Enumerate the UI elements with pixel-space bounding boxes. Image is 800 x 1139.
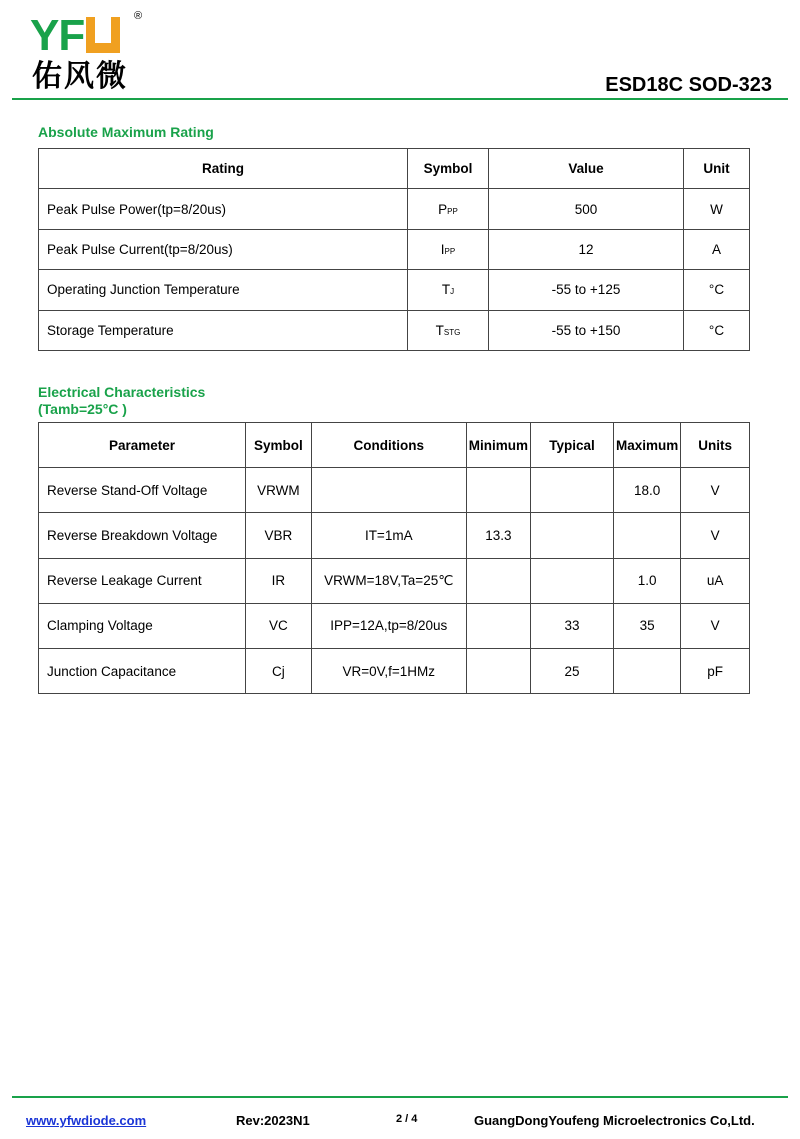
typical-cell: 33	[531, 603, 614, 648]
elec-title: Electrical Characteristics	[38, 384, 206, 400]
table-row	[39, 468, 750, 513]
minimum-cell	[466, 468, 530, 513]
maximum-cell: 35	[614, 603, 681, 648]
website-link[interactable]: www.yfwdiode.com	[26, 1113, 147, 1128]
table-row	[39, 603, 750, 648]
symbol-cell: IPP	[408, 229, 489, 269]
minimum-cell	[466, 648, 530, 693]
value-cell: -55 to +150	[489, 310, 684, 350]
col-header-typical: Typical	[531, 423, 614, 468]
typical-cell	[531, 513, 614, 558]
col-header-rating: Rating	[39, 149, 408, 189]
company-logo	[30, 10, 150, 98]
abs-max-table	[38, 148, 750, 351]
typical-cell: 25	[531, 648, 614, 693]
conditions-cell: VRWM=18V,Ta=25℃	[311, 558, 466, 603]
maximum-cell	[614, 648, 681, 693]
value-cell: 500	[489, 189, 684, 229]
rating-cell: Peak Pulse Current(tp=8/20us)	[39, 229, 408, 269]
col-header-conditions: Conditions	[311, 423, 466, 468]
logo-u-mark	[86, 17, 120, 53]
minimum-cell	[466, 603, 530, 648]
symbol-cell: VBR	[246, 513, 312, 558]
symbol-cell: IR	[246, 558, 312, 603]
logo-letters	[30, 11, 120, 60]
footer-company: GuangDongYoufeng Microelectronics Co,Ltd.	[474, 1113, 755, 1128]
unit-cell: V	[681, 513, 750, 558]
table-row	[39, 189, 750, 229]
parameter-cell: Clamping Voltage	[39, 603, 246, 648]
document-title: ESD18C SOD-323	[605, 74, 772, 96]
value-cell: 12	[489, 229, 684, 269]
table-row	[39, 558, 750, 603]
header-divider	[12, 98, 788, 100]
table-row	[39, 270, 750, 310]
table-row	[39, 648, 750, 693]
maximum-cell	[614, 513, 681, 558]
logo-registered-mark: ®	[134, 10, 143, 22]
symbol-cell: VC	[246, 603, 312, 648]
col-header-unit: Unit	[684, 149, 750, 189]
typical-cell	[531, 558, 614, 603]
col-header-symbol: Symbol	[246, 423, 312, 468]
elec-subtitle: (Tamb=25°C )	[38, 401, 127, 417]
rating-cell: Storage Temperature	[39, 310, 408, 350]
footer-divider	[12, 1096, 788, 1098]
parameter-cell: Reverse Leakage Current	[39, 558, 246, 603]
col-header-value: Value	[489, 149, 684, 189]
symbol-cell: TJ	[408, 270, 489, 310]
footer-website[interactable]	[26, 1113, 146, 1128]
symbol-cell: VRWM	[246, 468, 312, 513]
unit-cell: A	[684, 229, 750, 269]
logo-yf: YF	[30, 11, 85, 60]
unit-cell: °C	[684, 310, 750, 350]
table-header-row	[39, 149, 750, 189]
symbol-cell: TSTG	[408, 310, 489, 350]
conditions-cell	[311, 468, 466, 513]
symbol-cell: PPP	[408, 189, 489, 229]
unit-cell: W	[684, 189, 750, 229]
col-header-units: Units	[681, 423, 750, 468]
symbol-cell: Cj	[246, 648, 312, 693]
conditions-cell: VR=0V,f=1HMz	[311, 648, 466, 693]
unit-cell: pF	[681, 648, 750, 693]
parameter-cell: Reverse Stand-Off Voltage	[39, 468, 246, 513]
unit-cell: uA	[681, 558, 750, 603]
table-header-row	[39, 423, 750, 468]
table-row	[39, 310, 750, 350]
col-header-maximum: Maximum	[614, 423, 681, 468]
maximum-cell: 1.0	[614, 558, 681, 603]
rating-cell: Peak Pulse Power(tp=8/20us)	[39, 189, 408, 229]
unit-cell: °C	[684, 270, 750, 310]
unit-cell: V	[681, 468, 750, 513]
abs-max-title: Absolute Maximum Rating	[38, 124, 214, 140]
footer-page-number: 2 / 4	[396, 1113, 418, 1125]
parameter-cell: Reverse Breakdown Voltage	[39, 513, 246, 558]
maximum-cell: 18.0	[614, 468, 681, 513]
conditions-cell: IPP=12A,tp=8/20us	[311, 603, 466, 648]
footer-revision: Rev:2023N1	[236, 1113, 310, 1128]
minimum-cell	[466, 558, 530, 603]
rating-cell: Operating Junction Temperature	[39, 270, 408, 310]
elec-table	[38, 422, 750, 694]
col-header-parameter: Parameter	[39, 423, 246, 468]
col-header-minimum: Minimum	[466, 423, 530, 468]
logo-chinese-name: 佑风微	[32, 59, 128, 94]
typical-cell	[531, 468, 614, 513]
minimum-cell: 13.3	[466, 513, 530, 558]
table-row	[39, 513, 750, 558]
table-row	[39, 229, 750, 269]
conditions-cell: IT=1mA	[311, 513, 466, 558]
value-cell: -55 to +125	[489, 270, 684, 310]
col-header-symbol: Symbol	[408, 149, 489, 189]
unit-cell: V	[681, 603, 750, 648]
parameter-cell: Junction Capacitance	[39, 648, 246, 693]
